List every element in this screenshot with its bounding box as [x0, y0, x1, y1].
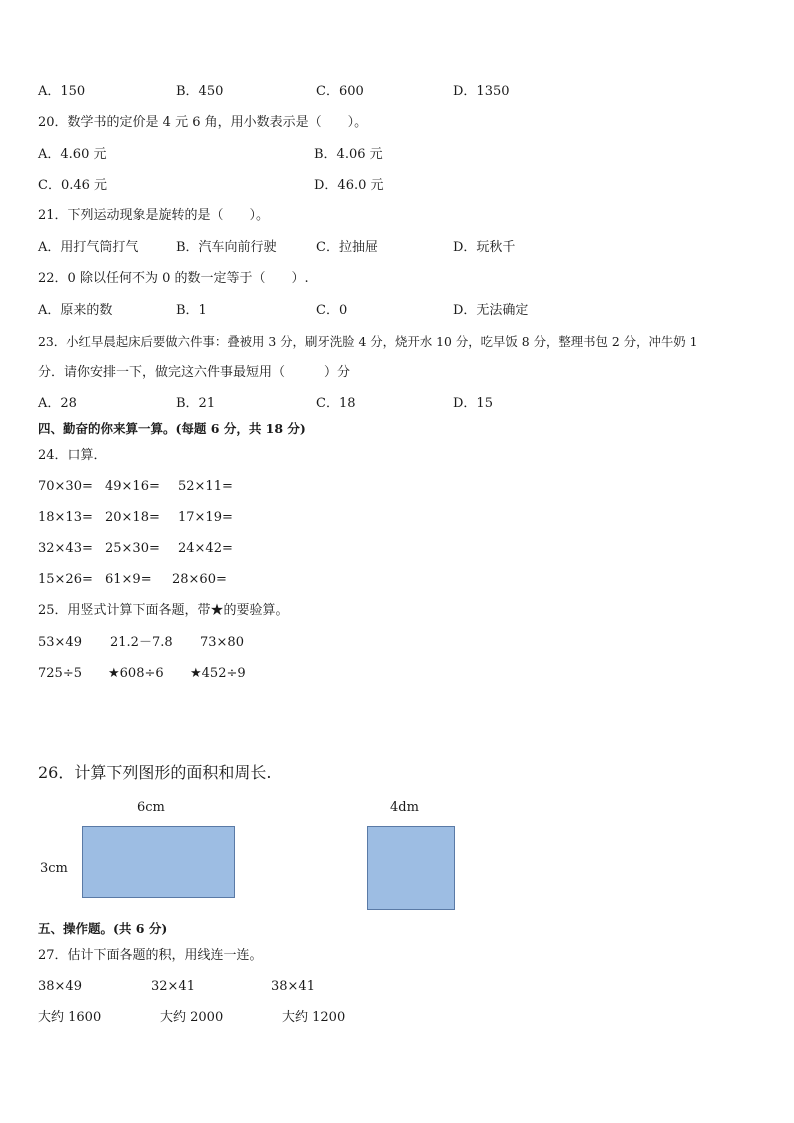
q22-option-c: C．0: [316, 303, 348, 318]
q27-estimate: 大约 1600: [38, 1010, 102, 1025]
q20-option-b: B．4.06 元: [314, 147, 383, 162]
q21-question: 21．下列运动现象是旋转的是（ ）。: [38, 208, 270, 223]
q24-item: 15×26=: [38, 572, 93, 587]
q26-question: 26．计算下列图形的面积和周长.: [38, 763, 272, 782]
q21-option-c: C．拉抽屉: [316, 240, 378, 255]
q24-item: 70×30=: [38, 479, 93, 494]
q25-item: 725÷5: [38, 666, 82, 681]
q19-option-a: A．150: [38, 84, 86, 99]
q24-item: 24×42=: [178, 541, 233, 556]
rectangle-figure: [82, 826, 235, 898]
square-figure: [367, 826, 455, 910]
q24-item: 20×18=: [105, 510, 160, 525]
q19-option-b: B．450: [176, 84, 224, 99]
q21-option-d: D．玩秋千: [453, 240, 516, 255]
q24-item: 28×60=: [172, 572, 227, 587]
section4-title: 四、勤奋的你来算一算。(每题 6 分，共 18 分): [38, 421, 306, 436]
q27-product: 32×41: [151, 979, 195, 994]
q23-question-line2: 分．请你安排一下，做完这六件事最短用（ ）分: [38, 365, 351, 380]
square-side-label: 4dm: [390, 800, 419, 815]
q20-option-c: C．0.46 元: [38, 178, 108, 193]
q24-item: 49×16=: [105, 479, 160, 494]
q24-item: 52×11=: [178, 479, 233, 494]
q24-question: 24．口算．: [38, 448, 107, 463]
q21-option-b: B．汽车向前行驶: [176, 240, 277, 255]
q25-item: 73×80: [200, 635, 244, 650]
q20-option-d: D．46.0 元: [314, 178, 384, 193]
q24-item: 32×43=: [38, 541, 93, 556]
rectangle-height-label: 3cm: [40, 861, 68, 876]
q27-product: 38×41: [271, 979, 315, 994]
q23-option-c: C．18: [316, 396, 356, 411]
q23-question-line1: 23．小红早晨起床后要做六件事：叠被用 3 分，刷牙洗脸 4 分，烧开水 10 分，吃早饭 8 分，整理书包 2 分，冲牛奶 1: [38, 334, 698, 349]
q24-item: 25×30=: [105, 541, 160, 556]
q22-option-d: D．无法确定: [453, 303, 529, 318]
q24-item: 61×9=: [105, 572, 152, 587]
rectangle-width-label: 6cm: [137, 800, 165, 815]
q27-product: 38×49: [38, 979, 82, 994]
q23-option-a: A．28: [38, 396, 77, 411]
q22-option-b: B．1: [176, 303, 207, 318]
section5-title: 五、操作题。(共 6 分): [38, 921, 168, 936]
q27-question: 27．估计下面各题的积，用线连一连。: [38, 948, 263, 963]
q23-option-b: B．21: [176, 396, 216, 411]
q25-item: 21.2－7.8: [110, 635, 173, 650]
q19-option-c: C．600: [316, 84, 364, 99]
q20-option-a: A．4.60 元: [38, 147, 107, 162]
q25-item: 53×49: [38, 635, 82, 650]
q27-estimate: 大约 2000: [160, 1010, 224, 1025]
q20-question: 20．数学书的定价是 4 元 6 角，用小数表示是（ ）。: [38, 115, 368, 130]
q25-item: ★452÷9: [190, 666, 246, 681]
q25-question: 25．用竖式计算下面各题，带★的要验算。: [38, 603, 289, 618]
q22-question: 22．0 除以任何不为 0 的数一定等于（ ）.: [38, 271, 309, 286]
q23-option-d: D．15: [453, 396, 493, 411]
q27-estimate: 大约 1200: [282, 1010, 346, 1025]
q22-option-a: A．原来的数: [38, 303, 113, 318]
q25-item: ★608÷6: [108, 666, 164, 681]
q19-option-d: D．1350: [453, 84, 510, 99]
q21-option-a: A．用打气筒打气: [38, 240, 139, 255]
q24-item: 17×19=: [178, 510, 233, 525]
q24-item: 18×13=: [38, 510, 93, 525]
